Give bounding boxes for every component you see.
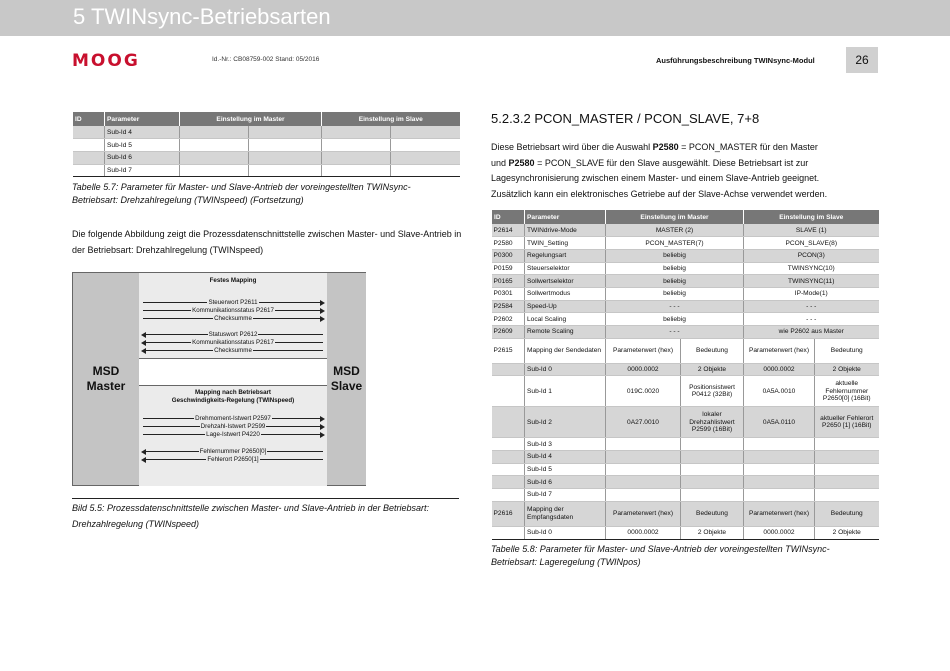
table-row <box>492 275 879 288</box>
table-5-7 <box>72 112 460 177</box>
table-cell: beliebig <box>606 313 744 326</box>
table-cell: Bedeutung <box>681 338 744 363</box>
table-cell <box>492 438 525 451</box>
table-cell: Parameterwert (hex) <box>744 338 815 363</box>
table-5-7-caption: Tabelle 5.7: Parameter für Master- und Slave-Antrieb der voreingestellten TWINsync- Betriebsart: Drehzahlregelung (TWINspeed) (Fortsetzung) <box>72 182 411 205</box>
table-cell: Sub-Id 2 <box>525 407 606 438</box>
chapter-title: 5 TWINsync-Betriebsarten <box>73 4 331 29</box>
table-cell <box>744 451 815 464</box>
table-cell <box>681 476 744 489</box>
table-cell <box>492 526 525 539</box>
table-cell: - - - <box>606 326 744 339</box>
table-cell: PCON(3) <box>744 249 879 262</box>
table-cell: Sollwertmodus <box>525 287 606 300</box>
arrow-to-slave: Checksumme <box>143 315 323 323</box>
table-row <box>492 249 879 262</box>
table-row <box>492 313 879 326</box>
table-row <box>492 376 879 407</box>
table-cell: SLAVE (1) <box>744 224 879 237</box>
table-cell: Steuerselektor <box>525 262 606 275</box>
master-label-msd: MSD <box>92 364 120 378</box>
fixed-mapping-title: Festes Mapping <box>209 277 257 284</box>
table-cell: 0000.0002 <box>606 526 681 539</box>
table-cell: Mapping der Sendedaten <box>525 338 606 363</box>
table-cell: Local Scaling <box>525 313 606 326</box>
table-cell: aktuelle Fehlernummer P2650[0] (16Bit) <box>815 376 879 407</box>
table-cell: 0000.0002 <box>606 363 681 376</box>
table-cell <box>815 489 879 502</box>
table-cell: Bedeutung <box>815 501 879 526</box>
table-cell: 0A27.0010 <box>606 407 681 438</box>
figure-rule <box>72 498 459 499</box>
table-row <box>492 526 879 539</box>
section-title: 5.2.3.2 PCON_MASTER / PCON_SLAVE, 7+8 <box>491 111 760 126</box>
table-cell <box>492 463 525 476</box>
table-cell: lokaler Drehzahlistwert P2599 (16Bit) <box>681 407 744 438</box>
slave-label-msd: MSD <box>333 364 360 378</box>
table-cell <box>606 463 681 476</box>
table-row <box>73 164 460 177</box>
table-cell: Bedeutung <box>681 501 744 526</box>
table-cell: Sub-Id 3 <box>525 438 606 451</box>
cell-sub-id: Sub-Id 6 <box>105 151 180 164</box>
table-cell <box>744 438 815 451</box>
col-header-master: Einstellung im Master <box>180 112 322 126</box>
col-header-id: ID <box>73 112 105 126</box>
msd-slave-block <box>327 273 366 485</box>
table-cell: beliebig <box>606 262 744 275</box>
table-cell: P2616 <box>492 501 525 526</box>
table-row <box>492 262 879 275</box>
table-cell <box>681 489 744 502</box>
table-cell: P0300 <box>492 249 525 262</box>
table-row <box>73 126 460 139</box>
table-cell: P2584 <box>492 300 525 313</box>
table-cell: beliebig <box>606 287 744 300</box>
document-title: Ausführungsbeschreibung TWINsync-Modul <box>656 56 815 65</box>
table-cell <box>606 438 681 451</box>
table-cell <box>606 451 681 464</box>
col-header-slave: Einstellung im Slave <box>744 210 879 224</box>
arrow-to-slave: Kommunikationsstatus P2617 <box>143 307 323 315</box>
table-cell: 0A5A.0110 <box>744 407 815 438</box>
arrow-to-master: Fehlerort P2650[1] <box>143 456 323 464</box>
table-cell <box>492 476 525 489</box>
table-cell <box>744 463 815 476</box>
table-cell: Positionsistwert P0412 (32Bit) <box>681 376 744 407</box>
table-cell: 019C.0020 <box>606 376 681 407</box>
table-cell <box>744 476 815 489</box>
table-cell <box>492 376 525 407</box>
table-row <box>492 363 879 376</box>
table-row <box>492 407 879 438</box>
arrow-to-master: Statuswort P2612 <box>143 331 323 339</box>
table-cell: TWINSYNC(11) <box>744 275 879 288</box>
table-cell <box>492 451 525 464</box>
table-row <box>492 489 879 502</box>
table-row <box>492 224 879 237</box>
arrow-to-master: Fehlernummer P2650[0] <box>143 448 323 456</box>
table-cell <box>744 489 815 502</box>
figure-intro-paragraph: Die folgende Abbildung zeigt die Prozessdatenschnittstelle zwischen Master- und Slave-Antrieb in der Betriebsart: Drehzahlregelung (TWINspeed) <box>72 229 462 255</box>
table-cell <box>606 476 681 489</box>
table-cell: Parameterwert (hex) <box>744 501 815 526</box>
table-cell: aktueller Fehlerort P2650 [1] (16Bit) <box>815 407 879 438</box>
table-cell <box>681 463 744 476</box>
table-cell: Sub-Id 0 <box>525 526 606 539</box>
table-cell: P2580 <box>492 237 525 250</box>
arrow-to-master: Kommunikationsstatus P2617 <box>143 339 323 347</box>
table-cell: IP-Mode(1) <box>744 287 879 300</box>
process-data-interface-diagram <box>72 272 366 486</box>
table-cell: Sub-Id 0 <box>525 363 606 376</box>
chapter-header-bar <box>0 0 950 36</box>
table-row <box>492 476 879 489</box>
table-cell: P2614 <box>492 224 525 237</box>
table-cell <box>681 451 744 464</box>
table-cell: P0165 <box>492 275 525 288</box>
table-row <box>492 463 879 476</box>
col-header-slave: Einstellung im Slave <box>322 112 460 126</box>
arrow-to-slave: Drehmoment-Istwert P2597 <box>143 415 323 423</box>
table-5-8-caption: Tabelle 5.8: Parameter für Master- und Slave-Antrieb der voreingestellten TWINsync- Betriebsart: Lageregelung (TWINpos) <box>491 544 830 567</box>
table-cell: beliebig <box>606 275 744 288</box>
table-cell: 2 Objekte <box>681 363 744 376</box>
table-cell: P2609 <box>492 326 525 339</box>
table-cell: P0159 <box>492 262 525 275</box>
table-cell: wie P2602 aus Master <box>744 326 879 339</box>
table-cell: 0A5A.0010 <box>744 376 815 407</box>
table-row <box>73 139 460 152</box>
table-cell: 2 Objekte <box>815 363 879 376</box>
table-cell: - - - <box>744 313 879 326</box>
mode-mapping-block <box>139 385 327 486</box>
fixed-mapping-block <box>139 273 327 359</box>
table-cell <box>492 363 525 376</box>
table-cell <box>492 489 525 502</box>
master-label: Master <box>86 379 126 393</box>
col-header-parameter: Parameter <box>525 210 606 224</box>
msd-master-block <box>73 273 139 485</box>
mode-mapping-title: Mapping nach Betriebsart Geschwindigkeits-Regelung (TWINspeed) <box>171 389 295 404</box>
table-cell: Mapping der Empfangsdaten <box>525 501 606 526</box>
table-cell <box>815 463 879 476</box>
table-cell <box>815 451 879 464</box>
col-header-id: ID <box>492 210 525 224</box>
arrow-to-slave: Steuerwort P2611 <box>143 299 323 307</box>
table-row <box>492 237 879 250</box>
table-cell: 0000.0002 <box>744 526 815 539</box>
table-cell: Sollwertselektor <box>525 275 606 288</box>
table-row <box>492 451 879 464</box>
table-cell: TWINSYNC(10) <box>744 262 879 275</box>
figure-5-5-caption: Bild 5.5: Prozessdatenschnittstelle zwischen Master- und Slave-Antrieb in der Betriebsart: Drehzahlregelung (TWINspeed) <box>72 503 430 529</box>
table-row <box>492 326 879 339</box>
slave-label: Slave <box>330 379 363 393</box>
table-5-8 <box>491 210 879 540</box>
arrow-to-slave: Drehzahl-Istwert P2599 <box>143 423 323 431</box>
table-cell: Bedeutung <box>815 338 879 363</box>
table-cell: Parameterwert (hex) <box>606 338 681 363</box>
table-cell: Speed-Up <box>525 300 606 313</box>
table-cell: Sub-Id 4 <box>525 451 606 464</box>
table-cell: TWINdrive-Mode <box>525 224 606 237</box>
document-id: Id.-Nr.: CB08759-002 Stand: 05/2016 <box>212 56 320 63</box>
table-cell: 2 Objekte <box>681 526 744 539</box>
table-cell: P2602 <box>492 313 525 326</box>
table-cell: Sub-Id 5 <box>525 463 606 476</box>
table-cell: PCON_SLAVE(8) <box>744 237 879 250</box>
table-cell: Regelungsart <box>525 249 606 262</box>
table-cell <box>492 407 525 438</box>
table-cell: 0000.0002 <box>744 363 815 376</box>
moog-logo: MOOG <box>72 51 140 71</box>
table-cell: - - - <box>606 300 744 313</box>
cell-sub-id: Sub-Id 7 <box>105 164 180 177</box>
table-cell <box>681 438 744 451</box>
table-cell: P2615 <box>492 338 525 363</box>
col-header-parameter: Parameter <box>105 112 180 126</box>
table-row <box>492 338 879 363</box>
table-cell: P0301 <box>492 287 525 300</box>
table-cell: - - - <box>744 300 879 313</box>
table-row <box>492 501 879 526</box>
col-header-master: Einstellung im Master <box>606 210 744 224</box>
table-row <box>492 438 879 451</box>
table-row <box>73 151 460 164</box>
table-cell <box>815 438 879 451</box>
arrow-to-slave: Lage-Istwert P4220 <box>143 431 323 439</box>
table-cell: PCON_MASTER(7) <box>606 237 744 250</box>
table-cell: Remote Scaling <box>525 326 606 339</box>
cell-sub-id: Sub-Id 5 <box>105 139 180 152</box>
table-cell: Sub-Id 1 <box>525 376 606 407</box>
table-cell: MASTER (2) <box>606 224 744 237</box>
table-cell: beliebig <box>606 249 744 262</box>
page-number: 26 <box>846 47 878 73</box>
table-cell: Parameterwert (hex) <box>606 501 681 526</box>
table-row <box>492 300 879 313</box>
table-cell: TWIN_Setting <box>525 237 606 250</box>
table-cell <box>815 476 879 489</box>
table-row <box>492 287 879 300</box>
section-intro: Diese Betriebsart wird über die Auswahl P2580 = PCON_MASTER für den Master und P2580 = PCON_SLAVE für den Slave ausgewählt. Diese Betriebsart ist zur Lagesynchronisierung zwischen einem Master- und einem Slave-Antrieb geeignet. Zusätzlich kann ein elektronisches Getriebe auf der Slave-Achse verwendet werden. <box>491 142 828 199</box>
table-cell <box>606 489 681 502</box>
arrow-to-master: Checksumme <box>143 347 323 355</box>
table-cell: Sub-Id 7 <box>525 489 606 502</box>
cell-sub-id: Sub-Id 4 <box>105 126 180 139</box>
table-cell: Sub-Id 6 <box>525 476 606 489</box>
table-cell: 2 Objekte <box>815 526 879 539</box>
